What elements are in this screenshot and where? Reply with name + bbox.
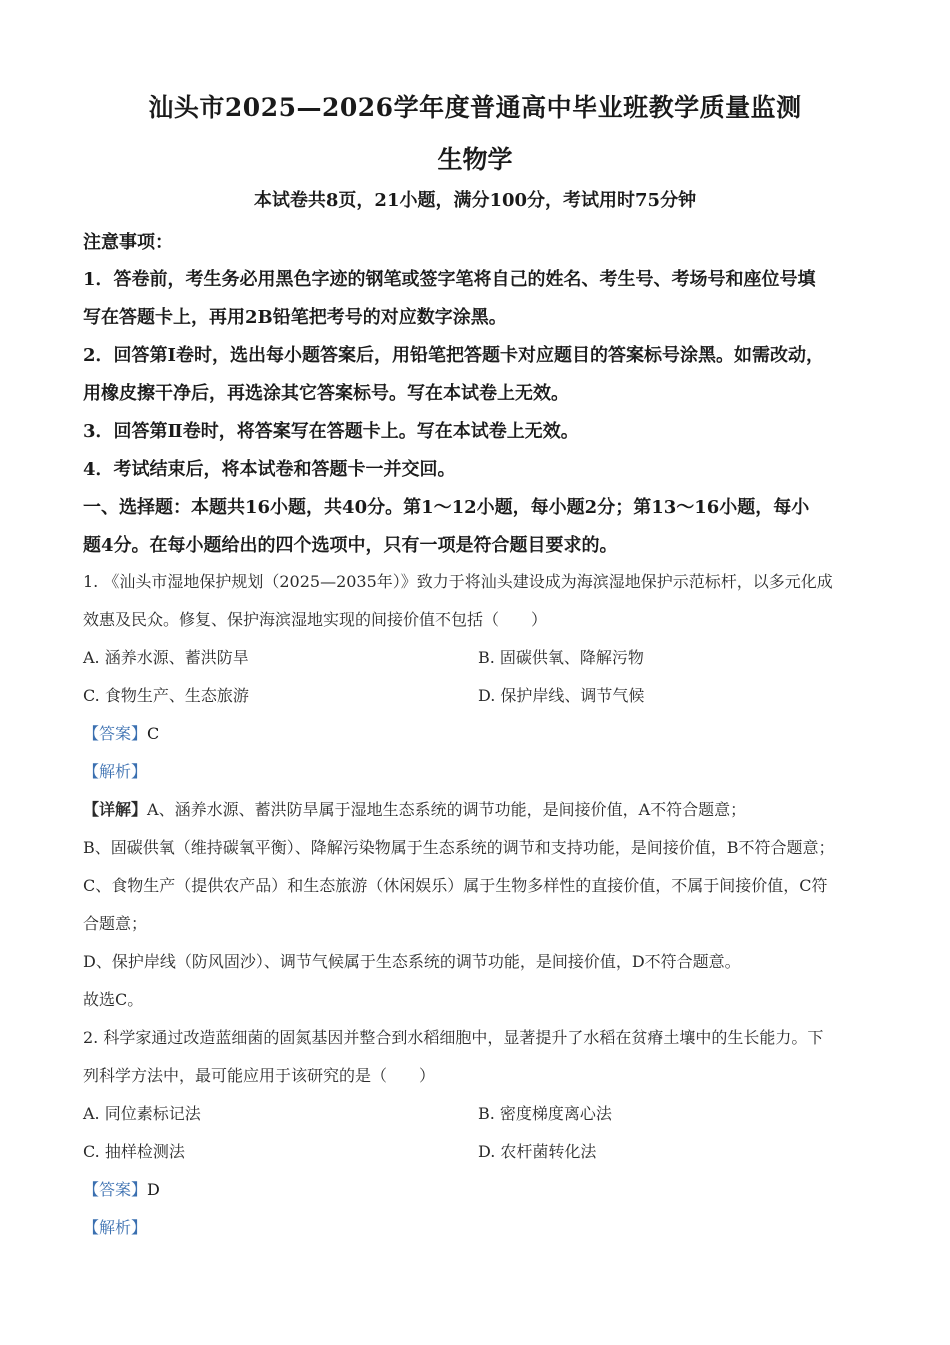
answer-value: C [147,724,160,743]
q2-stem: 2. 科学家通过改造蓝细菌的固氮基因并整合到水稻细胞中，显著提升了水稻在贫瘠土壤中的生长能力。下 [83,1028,824,1047]
note-line: 3．回答第Ⅱ卷时，将答案写在答题卡上。写在本试卷上无效。 [83,421,579,442]
q1-stem: 效惠及民众。修复、保护海滨湿地实现的间接价值不包括（ ） [83,610,548,629]
detail-text: A、涵养水源、蓄洪防旱属于湿地生态系统的调节功能，是间接价值，A不符合题意； [147,800,747,819]
q2-option-c: C. 抽样检测法 [83,1142,185,1161]
q1-option-d: D. 保护岸线、调节气候 [478,686,645,705]
q2-answer [83,1177,160,1200]
q1-detail-line: C、食物生产（提供农产品）和生态旅游（休闲娱乐）属于生物多样性的直接价值，不属于间接价值，C符 [83,876,828,895]
q2-stem: 列科学方法中，最可能应用于该研究的是（ ） [83,1066,436,1085]
q1-detail-line: B、固碳供氧（维持碳氧平衡）、降解污染物属于生态系统的调节和支持功能，是间接价值，B不符合题意； [83,838,835,857]
note-line: 写在答题卡上，再用2B铅笔把考号的对应数字涂黑。 [83,307,507,328]
subject-title: 生物学 [437,145,513,174]
q2-analysis-label: 【解析】 [83,1218,148,1237]
note-line: 2．回答第Ⅰ卷时，选出每小题答案后，用铅笔把答题卡对应题目的答案标号涂黑。如需改动， [83,345,824,366]
note-line: 1．答卷前，考生务必用黑色字迹的钢笔或签字笔将自己的姓名、考生号、考场号和座位号填 [83,269,816,290]
detail-label: 【详解】 [83,800,148,819]
answer-label: 【答案】 [83,724,148,743]
note-line: 4．考试结束后，将本试卷和答题卡一并交回。 [83,459,456,480]
q2-option-a: A. 同位素标记法 [83,1104,201,1123]
q2-option-d: D. 农杆菌转化法 [478,1142,597,1161]
q1-stem: 1. 《汕头市湿地保护规划（2025—2035年）》致力于将汕头建设成为海滨湿地保护示范标杆，以多元化成 [83,572,833,591]
q1-analysis-label: 【解析】 [83,762,148,781]
exam-info: 本试卷共8页，21小题，满分100分，考试用时75分钟 [253,190,697,211]
q1-answer [83,721,159,744]
q2-option-b: B. 密度梯度离心法 [478,1104,612,1123]
notes-heading: 注意事项： [83,232,173,253]
note-line: 用橡皮擦干净后，再选涂其它答案标号。写在本试卷上无效。 [83,383,569,404]
section-heading: 题4分。在每小题给出的四个选项中，只有一项是符合题目要求的。 [83,535,618,556]
exam-title: 汕头市2025—2026学年度普通高中毕业班教学质量监测 [148,93,802,122]
q1-detail-line [83,797,746,820]
answer-label: 【答案】 [83,1180,148,1199]
q1-option-b: B. 固碳供氧、降解污物 [478,648,644,667]
q1-option-c: C. 食物生产、生态旅游 [83,686,249,705]
q1-detail-line: D、保护岸线（防风固沙）、调节气候属于生态系统的调节功能，是间接价值，D不符合题意。 [83,952,741,971]
q1-conclusion: 故选C。 [83,990,144,1009]
q1-option-a: A. 涵养水源、蓄洪防旱 [83,648,249,667]
q1-detail-line: 合题意； [83,914,148,933]
answer-value: D [147,1180,160,1199]
section-heading: 一、选择题：本题共16小题，共40分。第1～12小题，每小题2分；第13～16小题，每小 [83,497,810,518]
